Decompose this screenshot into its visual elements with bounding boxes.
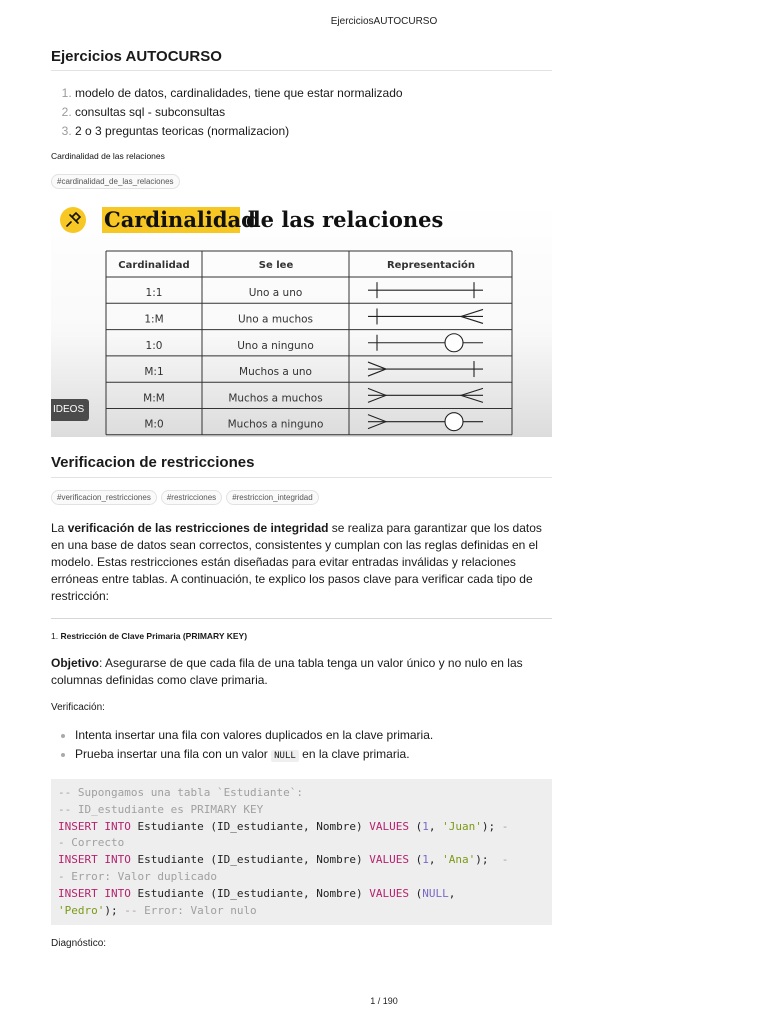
cardinality-cell: 1:1 (145, 287, 163, 300)
reads-cell: Muchos a uno (239, 366, 312, 379)
intro-prefix: La (51, 521, 68, 535)
divider (51, 618, 552, 619)
reads-cell: Muchos a ninguno (227, 418, 324, 431)
tag-list (51, 174, 552, 189)
code-comment: -- Supongamos una tabla `Estudiante`: (58, 786, 304, 799)
list-item: 2. consultas sql - subconsultas (75, 103, 552, 122)
check-text: en la clave primaria. (298, 747, 410, 761)
subsection-title: Cardinalidad de las relaciones (51, 151, 165, 161)
objective-text: : Asegurarse de que cada fila de una tabla tenga un valor único y no nulo en las columnas definidas como clave primaria. (51, 656, 523, 687)
cardinality-table-graphic (51, 203, 552, 437)
tag[interactable]: #cardinalidad_de_las_relaciones (51, 174, 180, 189)
page-number: 1 / 190 (370, 996, 398, 1006)
objective-paragraph (51, 655, 552, 689)
list-item (75, 745, 552, 766)
goals-list (51, 84, 552, 141)
tag[interactable]: #verificacion_restricciones (51, 490, 157, 505)
intro-paragraph (51, 520, 552, 605)
page-title: Ejercicios AUTOCURSO (51, 48, 552, 71)
intro-bold: verificación de las restricciones de integridad (67, 521, 329, 535)
reads-cell: Uno a ninguno (237, 339, 314, 352)
page-content (51, 48, 552, 949)
cardinality-cell: M:1 (144, 366, 164, 379)
list-item: 3. 2 o 3 preguntas teoricas (normalizacion) (75, 122, 552, 141)
running-header: EjerciciosAUTOCURSO (330, 16, 438, 27)
section-title: Verificacion de restricciones (51, 454, 552, 478)
cardinality-cell: 1:M (144, 313, 164, 326)
header-se-lee: Se lee (258, 260, 294, 271)
cardinality-image (51, 203, 552, 437)
verification-label: Verificación: (51, 702, 105, 713)
code-comment: -- ID_estudiante es PRIMARY KEY (58, 802, 264, 816)
videos-badge[interactable]: IDEOS (51, 399, 89, 421)
diagnostic-label: Diagnóstico: (51, 938, 107, 950)
item-heading-text: Restricción de Clave Primaria (PRIMARY KEY) (60, 631, 248, 641)
item-heading (51, 631, 552, 641)
objective-label: Objetivo (51, 656, 100, 670)
cardinality-cell: M:0 (144, 418, 164, 431)
pin-icon (60, 207, 86, 233)
intro-suffix: se realiza para garantizar que los datos en una base de datos sean correctos, consistentes y cumplan con las reglas definidas en el modelo. Estas restricciones están diseñadas para evitar entradas inválidas y relaciones erróneas entre tablas. A continuación, te explico los pasos clave para verificar cada tipo de restricción: (51, 521, 542, 603)
reads-cell: Uno a uno (248, 287, 303, 300)
card-title-highlight: Cardinalidad (104, 207, 256, 232)
cardinality-cell: 1:0 (145, 339, 163, 352)
header-cardinalidad: Cardinalidad (118, 260, 190, 271)
checks-list (51, 726, 552, 766)
tag-list (51, 490, 552, 505)
list-item: • Intenta insertar una fila con valores duplicados en la clave primaria. (75, 726, 552, 745)
list-item: 1. modelo de datos, cardinalidades, tiene que estar normalizado (75, 84, 552, 103)
reads-cell: Muchos a muchos (228, 392, 323, 405)
tag[interactable]: #restricciones (161, 490, 222, 505)
header-representacion: Representación (386, 260, 476, 271)
cardinality-cell: M:M (143, 392, 165, 405)
reads-cell: Uno a muchos (237, 313, 314, 326)
code-block[interactable]: -- Supongamos una tabla `Estudiante`: -- ID_estudiante es PRIMARY KEY INSERT INTO Estudiante (ID_estudiante, Nombre) VALUES (1, 'Juan'); - - Correcto INSERT INTO Estudiante (ID_estudiante, Nombre) VALUES (1, 'Ana'); - - Error: Valor duplicado INSERT INTO Estudiante (ID_estudiante, Nombre) VALUES (NULL, 'Pedro'); -- Error: Valor nulo (51, 779, 552, 925)
tag[interactable]: #restriccion_integridad (226, 490, 319, 505)
zero-mark (445, 334, 463, 352)
zero-mark (445, 413, 463, 431)
check-text: Prueba insertar una fila con un valor (75, 747, 272, 761)
item-number: 1. (51, 631, 61, 641)
inline-code: NULL (271, 750, 299, 762)
card-title-rest: de las relaciones (246, 207, 444, 232)
